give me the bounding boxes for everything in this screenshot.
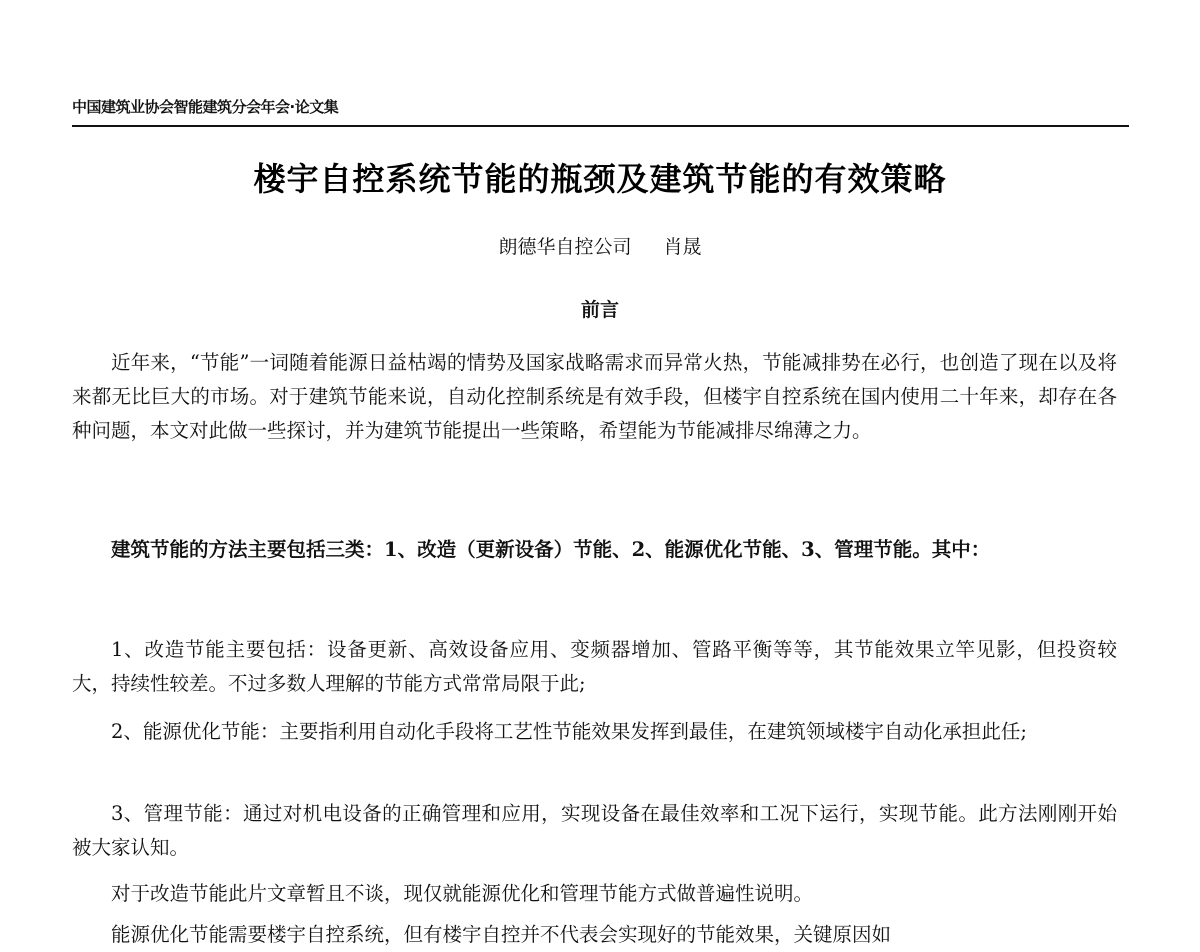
paragraph-method-3: 3、管理节能：通过对机电设备的正确管理和应用，实现设备在最佳效率和工况下运行，实现节能。此方法刚刚开始被大家认知。 (72, 802, 1117, 859)
paragraph-method-2: 2、能源优化节能：主要指利用自动化手段将工艺性节能效果发挥到最佳，在建筑领域楼宇自动化承担此任; (111, 720, 1027, 743)
header-divider (72, 125, 1129, 127)
paragraph-method-1: 1、改造节能主要包括：设备更新、高效设备应用、变频器增加、管路平衡等等，其节能效果立竿见影，但投资较大，持续性较差。不过多数人理解的节能方式常常局限于此; (72, 638, 1117, 695)
paragraph-methods-summary: 建筑节能的方法主要包括三类：1、改造（更新设备）节能、2、能源优化节能、3、管理节能。其中： (111, 538, 991, 561)
running-header: 中国建筑业协会智能建筑分会年会·论文集 (72, 98, 339, 116)
paper-title: 楼宇自控系统节能的瓶颈及建筑节能的有效策略 (253, 160, 947, 198)
paragraph-partial: 能源优化节能需要楼宇自控系统，但有楼宇自控并不代表会实现好的节能效果，关键原因如 (111, 923, 892, 946)
author-name: 肖晟 (663, 236, 702, 258)
paragraph-scope-note: 对于改造节能此片文章暂且不谈，现仅就能源优化和管理节能方式做普遍性说明。 (111, 882, 814, 905)
author-affiliation: 朗德华自控公司 (498, 236, 632, 258)
section-title-preface: 前言 (580, 299, 619, 321)
author-line (0, 232, 1200, 259)
paragraph-intro: 近年来，“节能”一词随着能源日益枯竭的情势及国家战略需求而异常火热，节能减排势在必行，也创造了现在以及将来都无比巨大的市场。对于建筑节能来说，自动化控制系统是有效手段，但楼宇自控系统在国内使用二十年来，却存在各种问题，本文对此做一些探讨，并为建筑节能提出一些策略，希望能为节能减排尽绵薄之力。 (72, 351, 1117, 442)
